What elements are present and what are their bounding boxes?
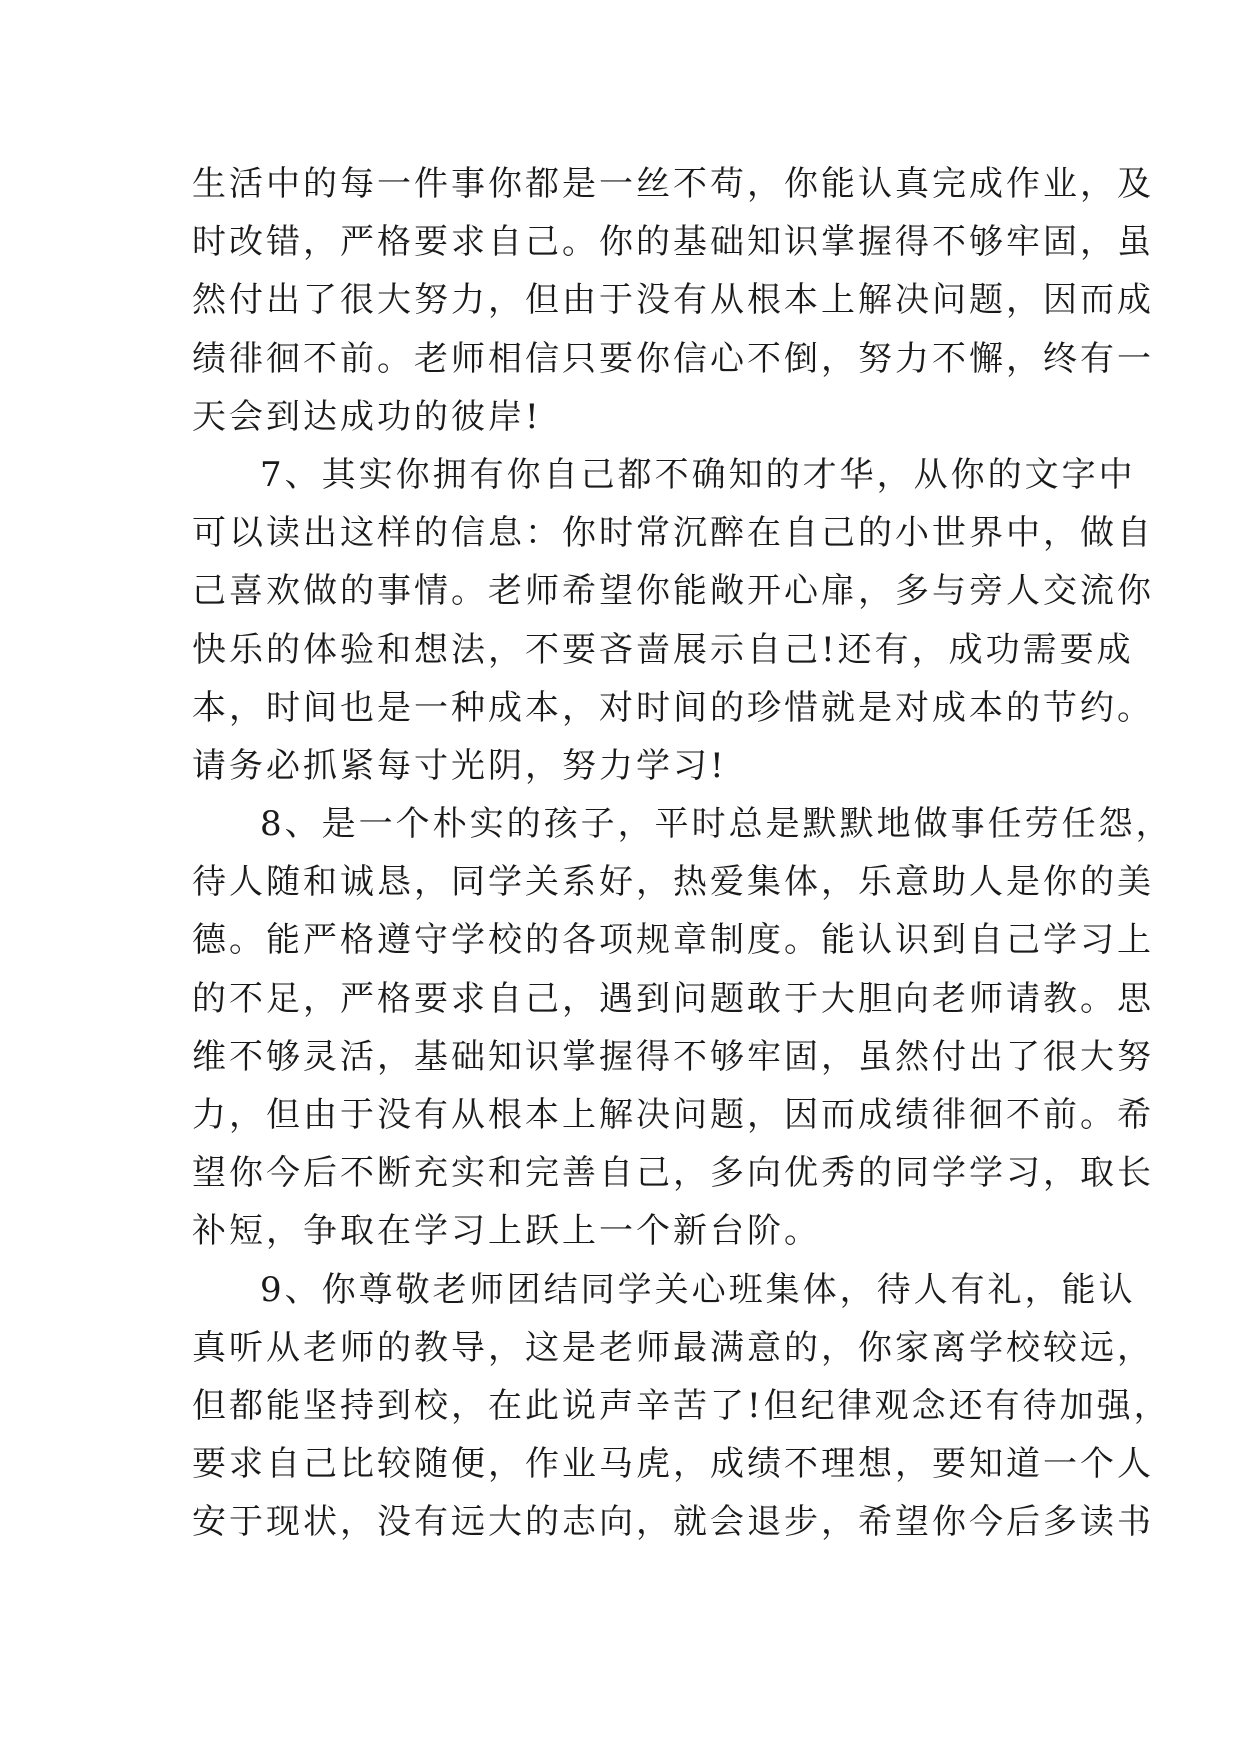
text-line: 然付出了很大努力，但由于没有从根本上解决问题，因而成 bbox=[192, 280, 1154, 321]
paragraph-7-first-line: 7、其实你拥有你自己都不确知的才华，从你的文字中 bbox=[260, 454, 1136, 495]
text-line: 生活中的每一件事你都是一丝不苟，你能认真完成作业，及 bbox=[192, 164, 1154, 204]
text-line: 但都能坚持到校，在此说声辛苦了!但纪律观念还有待加强， bbox=[192, 1385, 1171, 1426]
text-line: 望你今后不断充实和完善自己，多向优秀的同学学习，取长 bbox=[192, 1153, 1154, 1194]
text-line: 德。能严格遵守学校的各项规章制度。能认识到自己学习上 bbox=[192, 920, 1154, 961]
text-line: 要求自己比较随便，作业马虎，成绩不理想，要知道一个人 bbox=[192, 1444, 1154, 1485]
text-line: 力，但由于没有从根本上解决问题，因而成绩徘徊不前。希 bbox=[192, 1095, 1154, 1135]
text-line: 己喜欢做的事情。老师希望你能敞开心扉，多与旁人交流你 bbox=[192, 571, 1154, 612]
text-line: 真听从老师的教导，这是老师最满意的，你家离学校较远， bbox=[192, 1327, 1154, 1368]
text-line: 维不够灵活，基础知识掌握得不够牢固，虽然付出了很大努 bbox=[192, 1036, 1154, 1077]
text-line: 时改错，严格要求自己。你的基础知识掌握得不够牢固，虽 bbox=[192, 222, 1154, 263]
paragraph-9-first-line: 9、你尊敬老师团结同学关心班集体，待人有礼，能认 bbox=[260, 1269, 1136, 1310]
text-line: 补短，争取在学习上跃上一个新台阶。 bbox=[192, 1211, 821, 1252]
text-line: 请务必抓紧每寸光阴，努力学习! bbox=[192, 745, 727, 786]
text-line: 快乐的体验和想法，不要吝啬展示自己!还有，成功需要成 bbox=[192, 629, 1134, 670]
paragraph-8-first-line: 8、是一个朴实的孩子，平时总是默默地做事任劳任怨， bbox=[260, 804, 1173, 845]
text-line: 本，时间也是一种成本，对时间的珍惜就是对成本的节约。 bbox=[192, 687, 1154, 728]
text-line: 安于现状，没有远大的志向，就会退步，希望你今后多读书 bbox=[192, 1502, 1154, 1543]
text-line: 待人随和诚恳，同学关系好，热爱集体，乐意助人是你的美 bbox=[192, 862, 1154, 903]
text-line: 可以读出这样的信息：你时常沉醉在自己的小世界中，做自 bbox=[192, 513, 1154, 554]
text-line: 绩徘徊不前。老师相信只要你信心不倒，努力不懈，终有一 bbox=[192, 338, 1154, 379]
text-line: 的不足，严格要求自己，遇到问题敢于大胆向老师请教。思 bbox=[192, 978, 1154, 1019]
text-line: 天会到达成功的彼岸! bbox=[192, 396, 542, 437]
document-body bbox=[192, 155, 1173, 1552]
